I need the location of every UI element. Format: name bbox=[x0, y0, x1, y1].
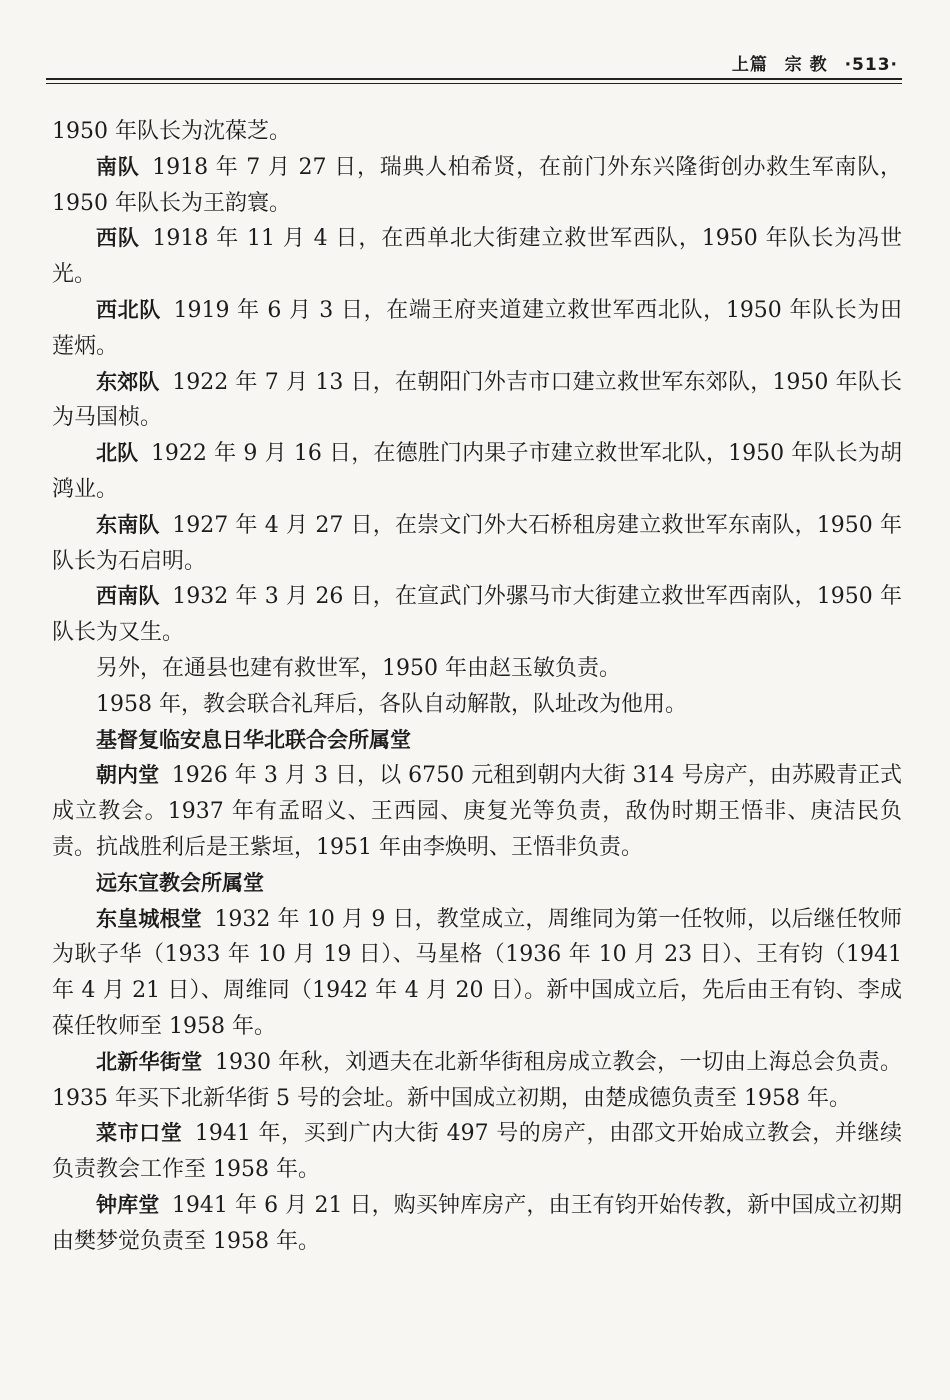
paragraph bbox=[52, 293, 902, 365]
entry-term: 南队 bbox=[96, 154, 140, 179]
entry-term: 西队 bbox=[96, 226, 140, 251]
paragraph bbox=[52, 902, 902, 1045]
entry-text: 1930 年秋，刘迺夫在北新华街租房成立教会，一切由上海总会负责。1935 年买下北新华街 5 号的会址。新中国成立初期，由楚成德负责至 1958 年。 bbox=[52, 1049, 903, 1111]
running-header bbox=[46, 44, 902, 80]
paragraph bbox=[52, 651, 902, 687]
header-rule-thin bbox=[46, 83, 902, 84]
entry-text: 1926 年 3 月 3 日，以 6750 元租到朝内大街 314 号房产，由苏殿青正式成立教会。1937 年有孟昭义、王西园、庚复光等负责，敌伪时期王悟非、庚洁民负责。抗战胜利后是王紫垣，1951 年由李焕明、王悟非负责。 bbox=[52, 763, 903, 860]
entry-text: 1919 年 6 月 3 日，在端王府夹道建立救世军西北队，1950 年队长为田莲炳。 bbox=[52, 297, 902, 359]
paragraph bbox=[52, 687, 902, 723]
entry-term: 西南队 bbox=[96, 584, 160, 609]
paragraph bbox=[52, 221, 902, 293]
paragraph bbox=[52, 150, 902, 222]
paragraph bbox=[52, 436, 902, 508]
section-heading-text: 基督复临安息日华北联合会所属堂 bbox=[96, 727, 411, 752]
page-number: ·513· bbox=[844, 55, 898, 75]
header-chapter: 宗 教 bbox=[784, 55, 828, 75]
entry-text: 1932 年 10 月 9 日，教堂成立，周维同为第一任牧师，以后继任牧师为耿子华（1933 年 10 月 19 日）、马星格（1936 年 10 月 23 日）、王有钧（1941 年 4 月 21 日）、周维同（1942 年 4 月 20 日）。新中国成立后，先后由王有钧、李成葆任牧师至 1958 年。 bbox=[52, 906, 903, 1039]
entry-text: 1922 年 7 月 13 日，在朝阳门外吉市口建立救世军东郊队，1950 年队长为马国桢。 bbox=[52, 369, 902, 431]
entry-term: 菜市口堂 bbox=[96, 1121, 183, 1146]
paragraph bbox=[52, 1188, 902, 1260]
paragraph bbox=[52, 508, 902, 580]
entry-text: 1950 年队长为沈葆芝。 bbox=[52, 119, 291, 144]
section-heading bbox=[52, 723, 902, 759]
paragraph bbox=[52, 365, 902, 437]
paragraph bbox=[52, 1116, 902, 1188]
paragraph bbox=[52, 579, 902, 651]
entry-text: 1918 年 7 月 27 日，瑞典人柏希贤，在前门外东兴隆街创办救生军南队，1950 年队长为王韵寰。 bbox=[52, 154, 902, 216]
entry-term: 东皇城根堂 bbox=[96, 906, 202, 931]
section-heading-text: 远东宣教会所属堂 bbox=[96, 870, 264, 895]
entry-text: 1922 年 9 月 16 日，在德胜门内果子市建立救世军北队，1950 年队长为胡鸿业。 bbox=[52, 441, 902, 502]
entry-term: 东南队 bbox=[96, 512, 160, 537]
entry-text: 1932 年 3 月 26 日，在宣武门外骡马市大街建立救世军西南队，1950 年队长为又生。 bbox=[52, 584, 902, 646]
entry-text: 1958 年，教会联合礼拜后，各队自动解散，队址改为他用。 bbox=[96, 691, 687, 717]
entry-text: 1941 年，买到广内大街 497 号的房产，由邵文开始成立教会，并继续负责教会工作至 1958 年。 bbox=[52, 1121, 902, 1183]
entry-term: 朝内堂 bbox=[96, 763, 160, 788]
paragraph bbox=[52, 114, 902, 150]
entry-text: 1941 年 6 月 21 日，购买钟库房产，由王有钧开始传教，新中国成立初期由樊梦觉负责至 1958 年。 bbox=[52, 1192, 903, 1254]
entry-text: 1918 年 11 月 4 日，在西单北大街建立救世军西队，1950 年队长为冯世光。 bbox=[52, 226, 903, 288]
header-text bbox=[722, 50, 898, 75]
entry-term: 北新华街堂 bbox=[96, 1049, 203, 1074]
paragraph bbox=[52, 758, 902, 865]
entry-term: 钟库堂 bbox=[96, 1192, 160, 1217]
page-body bbox=[52, 114, 902, 1260]
paragraph bbox=[52, 1045, 902, 1117]
section-heading bbox=[52, 866, 902, 902]
header-section: 上篇 bbox=[731, 55, 768, 75]
entry-text: 1927 年 4 月 27 日，在崇文门外大石桥租房建立救世军东南队，1950 年队长为石启明。 bbox=[52, 512, 902, 574]
entry-term: 北队 bbox=[96, 441, 139, 466]
entry-term: 东郊队 bbox=[96, 369, 160, 394]
entry-text: 另外，在通县也建有救世军，1950 年由赵玉敏负责。 bbox=[96, 655, 621, 681]
entry-term: 西北队 bbox=[96, 297, 161, 322]
header-rule-thick bbox=[46, 78, 902, 80]
